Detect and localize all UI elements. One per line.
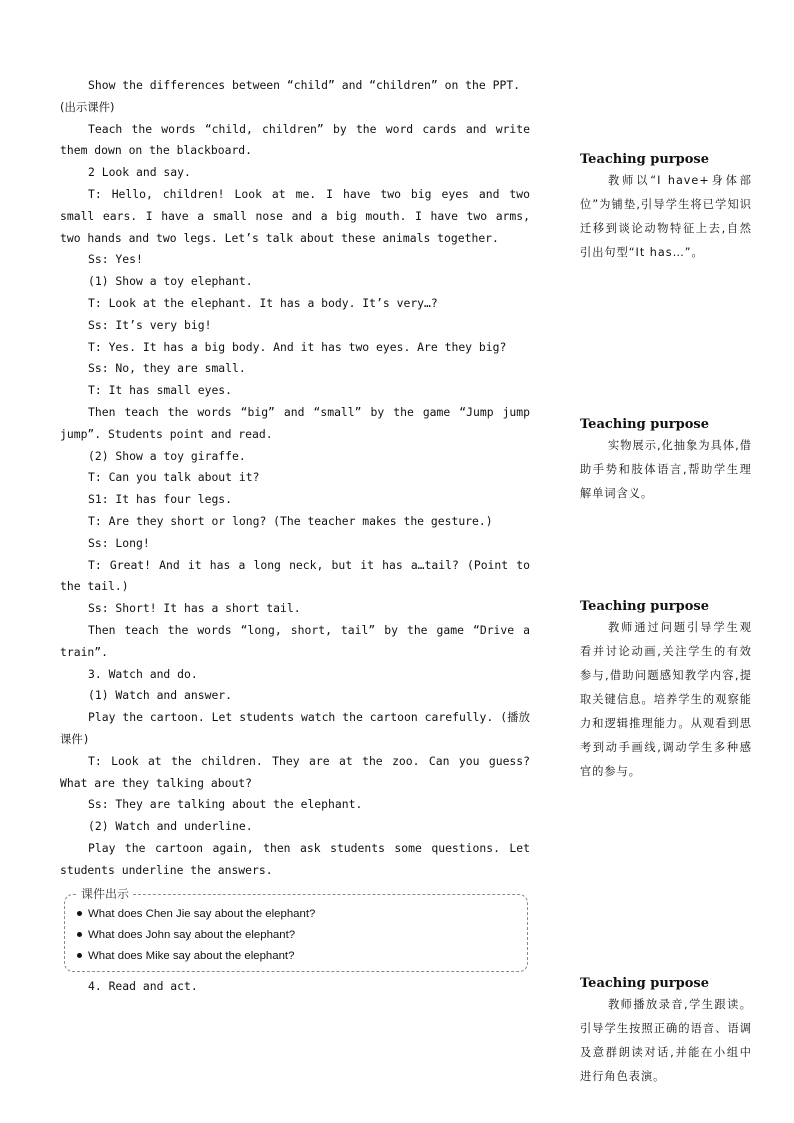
side-note-heading: Teaching purpose	[580, 976, 709, 991]
question-list	[77, 904, 517, 967]
side-note-text: 教师以“I have+身体部位”为铺垫,引导学生将已学知识迁移到谈论动物特征上去,自然引出句型“It has…”。	[580, 174, 752, 259]
question-text: What does Chen Jie say about the elephant?	[88, 908, 316, 921]
paragraph: Play the cartoon. Let students watch the cartoon carefully. (播放课件)	[60, 710, 530, 746]
side-note	[580, 976, 752, 1089]
paragraph: T: Are they short or long? (The teacher makes the gesture.)	[88, 513, 493, 528]
section-heading: 4. Read and act.	[88, 979, 198, 994]
paragraph: T: Hello, children! Look at me. I have two big eyes and two small ears. I have a small nose and a big mouth. I have two arms, two hands and two legs. Let’s talk about these animals together.	[60, 186, 530, 245]
paragraph: (2) Show a toy giraffe.	[88, 448, 246, 463]
section-heading: 2 Look and say.	[88, 165, 191, 180]
bullet-icon	[77, 911, 82, 916]
paragraph: Show the differences between “child” and “children” on the PPT.	[88, 78, 521, 92]
paragraph: Then teach the words “long, short, tail” by the game “Drive a train”.	[60, 622, 530, 659]
question-text: What does John say about the elephant?	[88, 929, 296, 942]
side-note-text: 教师播放录音,学生跟读。引导学生按照正确的语音、语调及意群朗读对话,并能在小组中进行角色表演。	[580, 998, 752, 1083]
paragraph: (1) Watch and answer.	[88, 688, 233, 703]
courseware-box	[64, 887, 528, 972]
bullet-icon	[77, 953, 82, 958]
paragraph: Ss: Short! It has a short tail.	[88, 601, 301, 616]
lesson-body	[60, 75, 530, 998]
paragraph: Then teach the words “big” and “small” by the game “Jump jump jump”. Students point and read.	[60, 404, 530, 441]
paragraph: Ss: It’s very big!	[88, 317, 212, 332]
paragraph: T: Great! And it has a long neck, but it has a…tail? (Point to the tail.)	[60, 557, 530, 594]
paragraph: Ss: They are talking about the elephant.	[88, 797, 363, 812]
paragraph: T: Yes. It has a big body. And it has two eyes. Are they big?	[88, 339, 507, 354]
side-note-heading: Teaching purpose	[580, 599, 709, 614]
section-heading: 3. Watch and do.	[88, 666, 198, 681]
question-text: What does Mike say about the elephant?	[88, 950, 295, 963]
paragraph: Ss: No, they are small.	[88, 361, 246, 376]
paragraph: Ss: Long!	[88, 535, 150, 550]
paragraph: (2) Watch and underline.	[88, 819, 253, 834]
paragraph: Teach the words “child, children” by the word cards and write them down on the blackboard.	[60, 121, 530, 158]
courseware-box-title: 课件出示	[77, 885, 133, 902]
paragraph: Ss: Yes!	[88, 252, 143, 267]
list-item	[77, 946, 517, 967]
side-note-heading: Teaching purpose	[580, 417, 709, 432]
paragraph: (1) Show a toy elephant.	[88, 274, 253, 289]
paragraph: (出示课件)	[60, 99, 115, 114]
paragraph: S1: It has four legs.	[88, 492, 233, 507]
side-note-text: 教师通过问题引导学生观看并讨论动画,关注学生的有效参与,借助问题感知教学内容,提取关键信息。培养学生的观察能力和逻辑推理能力。从观看到思考到动手画线,调动学生多种感官的参与。	[580, 621, 752, 778]
paragraph: T: Look at the children. They are at the zoo. Can you guess? What are they talking about?	[60, 753, 530, 790]
bullet-icon	[77, 932, 82, 937]
side-note-text: 实物展示,化抽象为具体,借助手势和肢体语言,帮助学生理解单词含义。	[580, 439, 752, 500]
paragraph: T: It has small eyes.	[88, 383, 233, 398]
side-note-heading: Teaching purpose	[580, 152, 709, 167]
list-item	[77, 904, 517, 925]
paragraph: T: Can you talk about it?	[88, 470, 260, 485]
paragraph: Play the cartoon again, then ask students some questions. Let students underline the answers.	[60, 840, 530, 877]
list-item	[77, 925, 517, 946]
side-note	[580, 599, 752, 784]
paragraph: T: Look at the elephant. It has a body. It’s very…?	[88, 295, 438, 310]
side-note	[580, 152, 752, 265]
side-note	[580, 417, 752, 506]
